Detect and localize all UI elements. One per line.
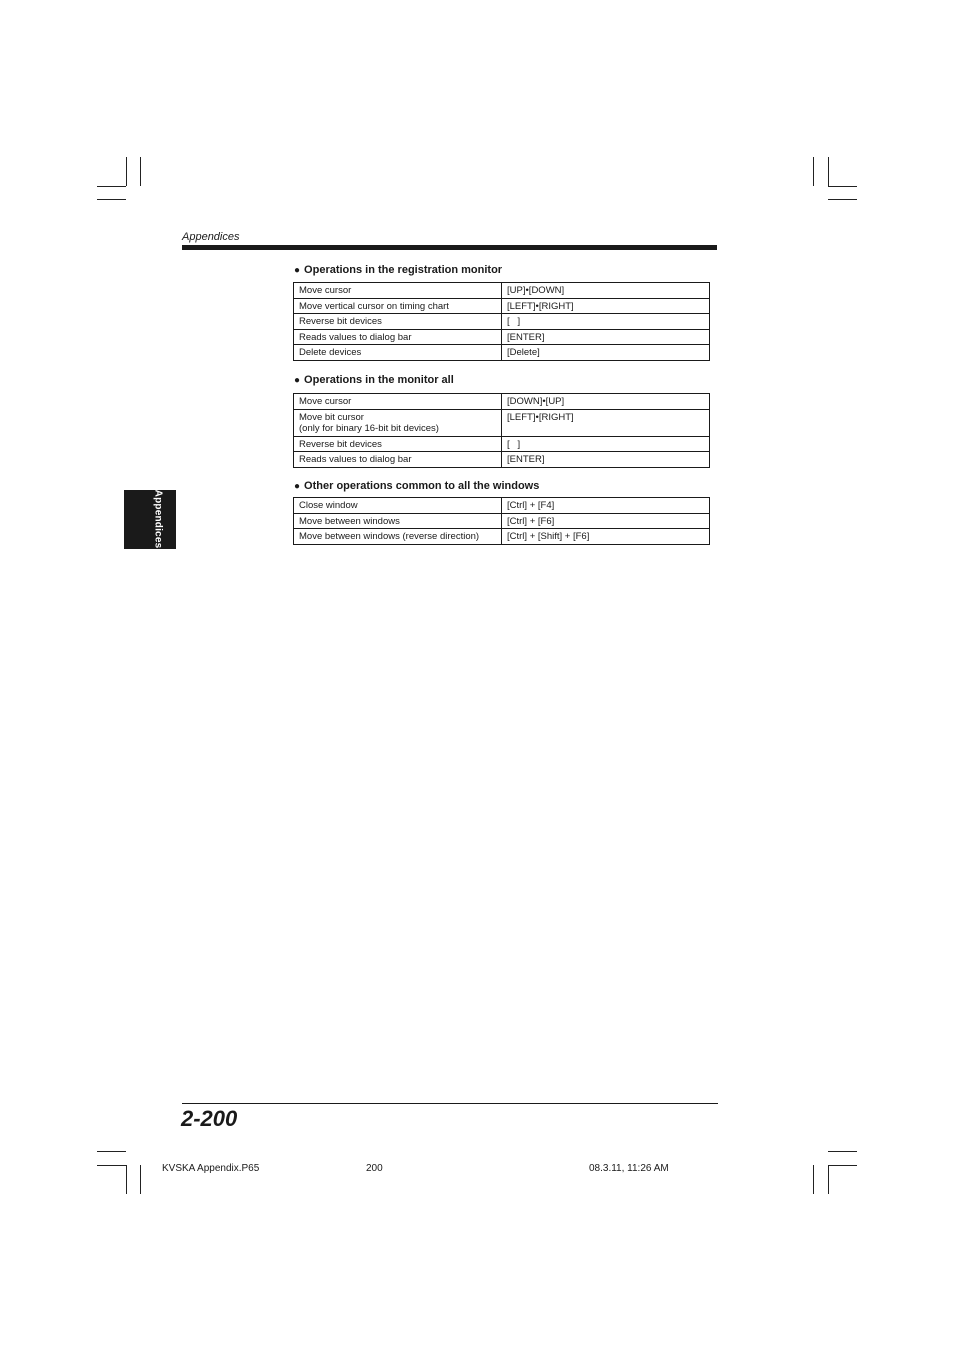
section-title-text: Other operations common to all the windows <box>304 480 540 492</box>
table-row <box>294 452 710 468</box>
crop-mark <box>828 186 857 187</box>
footer-rule <box>182 1103 718 1104</box>
section-title-text: Operations in the registration monitor <box>304 264 503 276</box>
crop-mark <box>828 1165 829 1194</box>
table-row <box>294 513 710 529</box>
operations-table <box>293 497 710 545</box>
operation-cell: Move between windows <box>294 513 502 529</box>
keys-cell: [DOWN]•[UP] <box>502 394 710 410</box>
keys-cell: [Ctrl] + [F4] <box>502 498 710 514</box>
crop-mark <box>813 1165 814 1194</box>
operations-table <box>293 282 710 361</box>
crop-mark <box>97 186 126 187</box>
keys-cell: [ENTER] <box>502 452 710 468</box>
crop-mark <box>97 1151 126 1152</box>
keys-cell: [LEFT]•[RIGHT] <box>502 298 710 314</box>
section-title <box>294 264 502 276</box>
crop-mark <box>813 157 814 186</box>
crop-mark <box>828 157 829 186</box>
table-row <box>294 394 710 410</box>
running-header: Appendices <box>182 231 240 243</box>
keys-cell: [ ] <box>502 436 710 452</box>
keys-cell: [Delete] <box>502 345 710 361</box>
operation-note: (only for binary 16-bit bit devices) <box>299 423 439 434</box>
page-number: 2-200 <box>181 1106 238 1131</box>
header-rule <box>182 245 717 250</box>
table-row <box>294 345 710 361</box>
keys-cell: [LEFT]•[RIGHT] <box>502 409 710 436</box>
operation-cell: Reverse bit devices <box>294 314 502 330</box>
table-row <box>294 329 710 345</box>
operation-cell: Close window <box>294 498 502 514</box>
table-row <box>294 498 710 514</box>
operation-cell: Move between windows (reverse direction) <box>294 529 502 545</box>
crop-mark <box>126 157 127 186</box>
bullet-icon: ● <box>294 375 301 386</box>
table-row <box>294 529 710 545</box>
side-tab-label: Appendices <box>152 489 164 549</box>
operation-text: Move bit cursor <box>299 411 364 423</box>
operation-cell: Reverse bit devices <box>294 436 502 452</box>
section-title <box>294 374 454 386</box>
section-title <box>294 480 539 492</box>
operation-cell: Reads values to dialog bar <box>294 452 502 468</box>
crop-mark <box>140 157 141 186</box>
crop-mark <box>126 1165 127 1194</box>
file-name: KVSKA Appendix.P65 <box>162 1163 260 1174</box>
keys-cell: [UP]•[DOWN] <box>502 283 710 299</box>
table-row <box>294 409 710 436</box>
operation-cell: Move cursor <box>294 283 502 299</box>
keys-cell: [Ctrl] + [F6] <box>502 513 710 529</box>
operation-cell: Move cursor <box>294 394 502 410</box>
table-row <box>294 298 710 314</box>
operation-cell <box>294 409 502 436</box>
table-row <box>294 283 710 299</box>
crop-mark <box>828 1165 857 1166</box>
crop-mark <box>828 199 857 200</box>
operation-cell: Delete devices <box>294 345 502 361</box>
crop-mark <box>140 1165 141 1194</box>
operation-cell: Reads values to dialog bar <box>294 329 502 345</box>
bullet-icon: ● <box>294 265 301 276</box>
sheet-number: 200 <box>366 1163 383 1174</box>
side-tab <box>124 490 176 549</box>
crop-mark <box>97 1165 126 1166</box>
keys-cell: [ENTER] <box>502 329 710 345</box>
table-row <box>294 314 710 330</box>
crop-mark <box>97 199 126 200</box>
print-timestamp: 08.3.11, 11:26 AM <box>589 1163 669 1174</box>
crop-mark <box>828 1151 857 1152</box>
section-title-text: Operations in the monitor all <box>304 374 454 386</box>
bullet-icon: ● <box>294 481 301 492</box>
operations-table <box>293 393 710 468</box>
operation-cell: Move vertical cursor on timing chart <box>294 298 502 314</box>
keys-cell: [ ] <box>502 314 710 330</box>
keys-cell: [Ctrl] + [Shift] + [F6] <box>502 529 710 545</box>
table-row <box>294 436 710 452</box>
